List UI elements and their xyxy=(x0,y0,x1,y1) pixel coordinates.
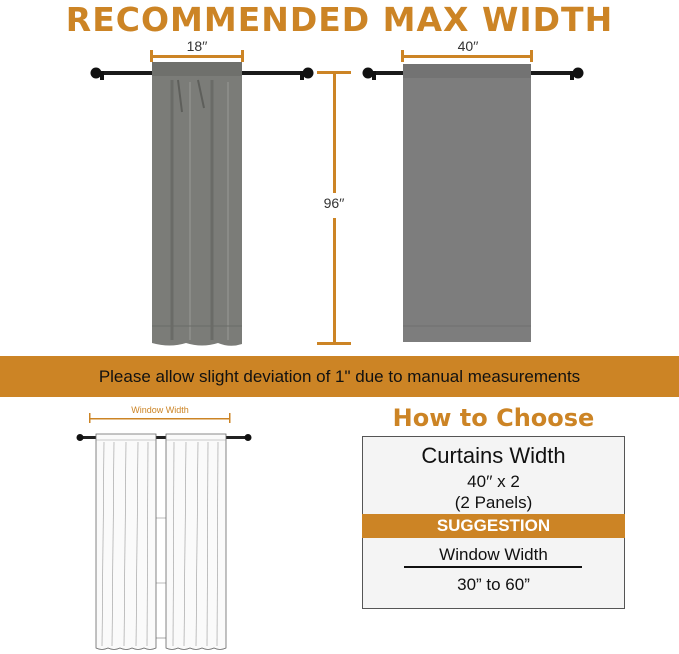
window-width-illustration-label: Window Width xyxy=(131,405,189,415)
left-width-label: 18′′ xyxy=(186,38,208,54)
left-curtain-panel xyxy=(152,62,242,346)
suggestion-heading: SUGGESTION xyxy=(436,516,551,535)
right-curtain-panel xyxy=(403,64,531,342)
window-width-label: Window Width xyxy=(439,545,548,564)
height-label: 96′′ xyxy=(323,195,345,211)
curtains-width-heading: Curtains Width xyxy=(421,443,566,468)
deviation-banner-text: Please allow slight deviation of 1" due to manual measurements xyxy=(98,367,581,386)
page-title: RECOMMENDED MAX WIDTH xyxy=(65,0,614,39)
window-width-range: 30” to 60” xyxy=(457,575,530,594)
window-curtain-illustration xyxy=(0,398,330,654)
panels-count: (2 Panels) xyxy=(454,493,533,512)
right-width-label: 40′′ xyxy=(457,38,479,54)
divider xyxy=(404,566,582,568)
curtains-width-value: 40′′ x 2 xyxy=(467,472,520,491)
how-to-choose-title: How to Choose xyxy=(392,404,595,432)
